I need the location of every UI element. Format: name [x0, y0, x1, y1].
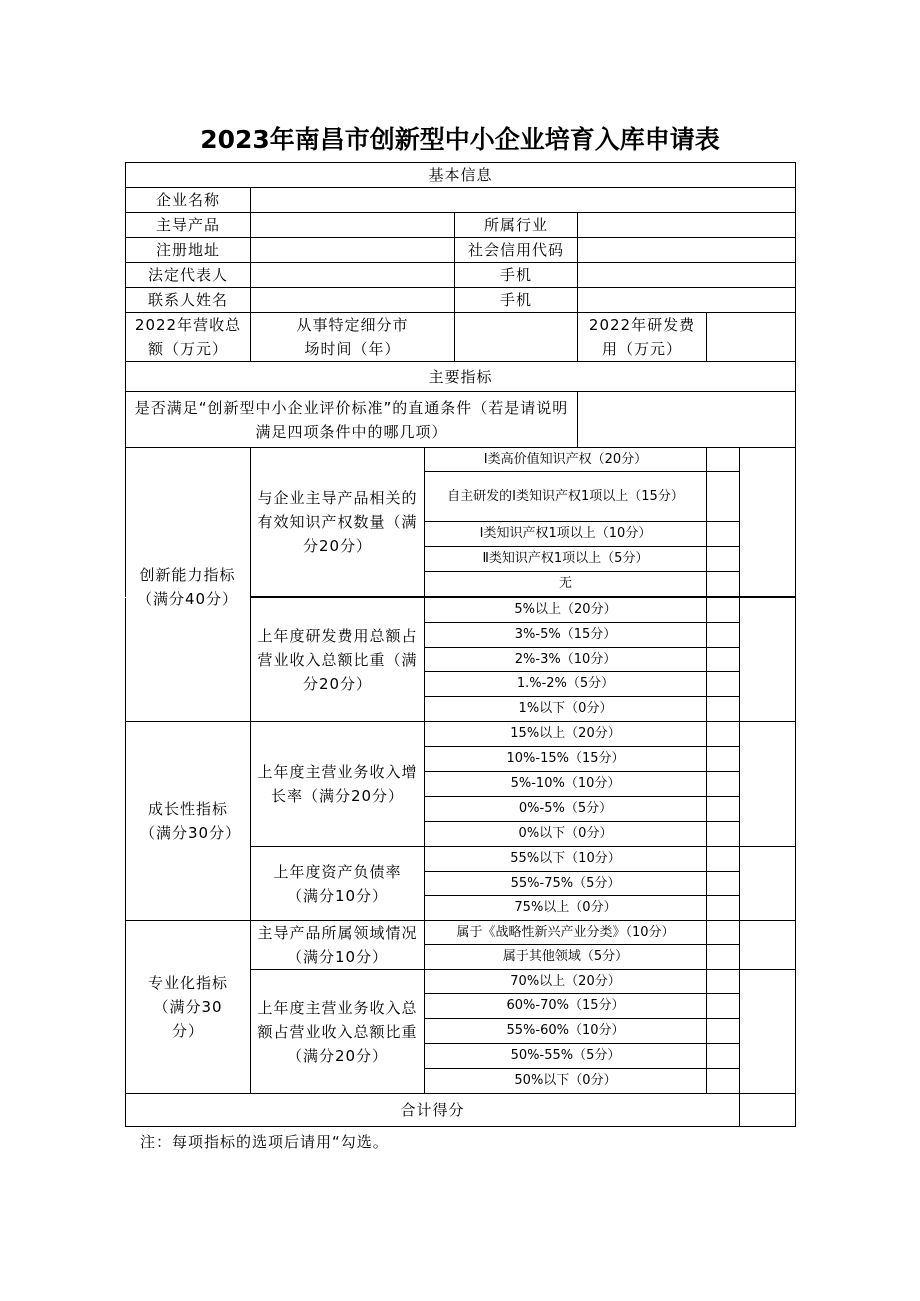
- debt-ratio-label: 上年度资产负债率（满分10分）: [251, 847, 425, 921]
- address-field[interactable]: [251, 238, 455, 263]
- rd-check-cell[interactable]: [707, 648, 740, 672]
- revenue-check-cell[interactable]: [707, 822, 740, 847]
- share-check-cell[interactable]: [707, 1019, 740, 1044]
- main-indicators-header: 主要指标: [126, 362, 796, 392]
- contact-label: 联系人姓名: [126, 288, 251, 313]
- ip-check-cell[interactable]: [707, 522, 740, 547]
- rd-score-cell[interactable]: [740, 598, 796, 722]
- innovation-category-label: 创新能力指标（满分40分）: [136, 566, 239, 608]
- revenue-check-cell[interactable]: [707, 747, 740, 772]
- rd-ratio-label: 上年度研发费用总额占营业收入总额比重（满分20分）: [251, 598, 425, 722]
- innovation-category-cont: [126, 598, 251, 722]
- address-label: 注册地址: [126, 238, 251, 263]
- revenue-growth-option: 10%-15%（15分）: [425, 747, 707, 772]
- revenue-label: 2022年营收总额（万元）: [126, 313, 251, 362]
- ip-option: 自主研发的Ⅰ类知识产权1项以上（15分）: [425, 472, 707, 522]
- share-score-cell[interactable]: [740, 970, 796, 1094]
- business-share-option: 50%以下（0分）: [425, 1069, 707, 1094]
- phone-label: 手机: [455, 288, 578, 313]
- rd-ratio-option: 2%-3%（10分）: [425, 648, 707, 672]
- ip-check-cell[interactable]: [707, 547, 740, 572]
- revenue-check-cell[interactable]: [707, 722, 740, 747]
- business-share-option: 55%-60%（10分）: [425, 1019, 707, 1044]
- rd-check-cell[interactable]: [707, 672, 740, 697]
- niche-time-field[interactable]: [455, 313, 578, 362]
- rd-ratio-option: 1.%-2%（5分）: [425, 672, 707, 697]
- product-field-option: 属于《战略性新兴产业分类》（10分）: [425, 921, 707, 945]
- rd-ratio-option: 3%-5%（15分）: [425, 623, 707, 648]
- business-share-option: 60%-70%（15分）: [425, 994, 707, 1019]
- total-score-label: 合计得分: [126, 1094, 740, 1127]
- field-check-cell[interactable]: [707, 921, 740, 945]
- rd-cost-field[interactable]: [707, 313, 796, 362]
- application-form: [125, 162, 796, 597]
- phone-label: 手机: [455, 263, 578, 288]
- legal-rep-label: 法定代表人: [126, 263, 251, 288]
- debt-ratio-option: 55%以下（10分）: [425, 847, 707, 872]
- share-check-cell[interactable]: [707, 1069, 740, 1094]
- indicator-table: [125, 597, 796, 1127]
- revenue-growth-option: 5%-10%（10分）: [425, 772, 707, 797]
- debt-ratio-option: 75%以上（0分）: [425, 896, 707, 921]
- rd-check-cell[interactable]: [707, 598, 740, 623]
- share-check-cell[interactable]: [707, 1044, 740, 1069]
- credit-code-label: 社会信用代码: [455, 238, 578, 263]
- legal-rep-phone-field[interactable]: [578, 263, 796, 288]
- ip-option: Ⅰ类高价值知识产权（20分）: [425, 448, 707, 472]
- basic-info-header: 基本信息: [126, 163, 796, 188]
- company-name-label: 企业名称: [126, 188, 251, 213]
- specialization-category: 专业化指标（满分30分）: [126, 921, 251, 1094]
- ip-option: 无: [425, 572, 707, 597]
- debt-score-cell[interactable]: [740, 847, 796, 921]
- revenue-growth-label: 上年度主营业务收入增长率（满分20分）: [251, 722, 425, 847]
- rd-cost-label: 2022年研发费用（万元）: [578, 313, 707, 362]
- field-check-cell[interactable]: [707, 945, 740, 970]
- main-product-field[interactable]: [251, 213, 455, 238]
- business-share-option: 50%-55%（5分）: [425, 1044, 707, 1069]
- field-score-cell[interactable]: [740, 921, 796, 970]
- ip-check-cell[interactable]: [707, 472, 740, 522]
- debt-check-cell[interactable]: [707, 872, 740, 896]
- contact-field[interactable]: [251, 288, 455, 313]
- revenue-growth-option: 0%以下（0分）: [425, 822, 707, 847]
- revenue-growth-option: 0%-5%（5分）: [425, 797, 707, 822]
- growth-category: 成长性指标（满分30分）: [126, 722, 251, 921]
- rd-ratio-option: 1%以下（0分）: [425, 697, 707, 722]
- share-check-cell[interactable]: [707, 994, 740, 1019]
- business-share-label: 上年度主营业务收入总额占营业收入总额比重（满分20分）: [251, 970, 425, 1094]
- credit-code-field[interactable]: [578, 238, 796, 263]
- ip-score-cell[interactable]: [740, 448, 796, 597]
- industry-label: 所属行业: [455, 213, 578, 238]
- contact-phone-field[interactable]: [578, 288, 796, 313]
- ip-count-label: 与企业主导产品相关的有效知识产权数量（满分20分）: [251, 448, 425, 597]
- product-field-label: 主导产品所属领域情况（满分10分）: [251, 921, 425, 970]
- main-product-label: 主导产品: [126, 213, 251, 238]
- page-title: 2023年南昌市创新型中小企业培育入库申请表: [200, 125, 720, 154]
- revenue-score-cell[interactable]: [740, 722, 796, 847]
- ip-check-cell[interactable]: [707, 572, 740, 597]
- ip-option: Ⅰ类知识产权1项以上（10分）: [425, 522, 707, 547]
- product-field-option: 属于其他领域（5分）: [425, 945, 707, 970]
- ip-check-cell[interactable]: [707, 448, 740, 472]
- industry-field[interactable]: [578, 213, 796, 238]
- rd-check-cell[interactable]: [707, 623, 740, 648]
- direct-condition-label: 是否满足“创新型中小企业评价标准”的直通条件（若是请说明满足四项条件中的哪几项）: [126, 392, 578, 448]
- debt-check-cell[interactable]: [707, 896, 740, 921]
- revenue-check-cell[interactable]: [707, 797, 740, 822]
- niche-time-label: 从事特定细分市场时间（年）: [251, 313, 455, 362]
- share-check-cell[interactable]: [707, 970, 740, 994]
- revenue-check-cell[interactable]: [707, 772, 740, 797]
- total-score-field[interactable]: [740, 1094, 796, 1127]
- legal-rep-field[interactable]: [251, 263, 455, 288]
- rd-ratio-option: 5%以上（20分）: [425, 598, 707, 623]
- company-name-field[interactable]: [251, 188, 796, 213]
- business-share-option: 70%以上（20分）: [425, 970, 707, 994]
- debt-ratio-option: 55%-75%（5分）: [425, 872, 707, 896]
- direct-condition-field[interactable]: [578, 392, 796, 448]
- revenue-growth-option: 15%以上（20分）: [425, 722, 707, 747]
- debt-check-cell[interactable]: [707, 847, 740, 872]
- rd-check-cell[interactable]: [707, 697, 740, 722]
- ip-option: Ⅱ类知识产权1项以上（5分）: [425, 547, 707, 572]
- footnote: 注：每项指标的选项后请用“勾选。: [140, 1133, 389, 1151]
